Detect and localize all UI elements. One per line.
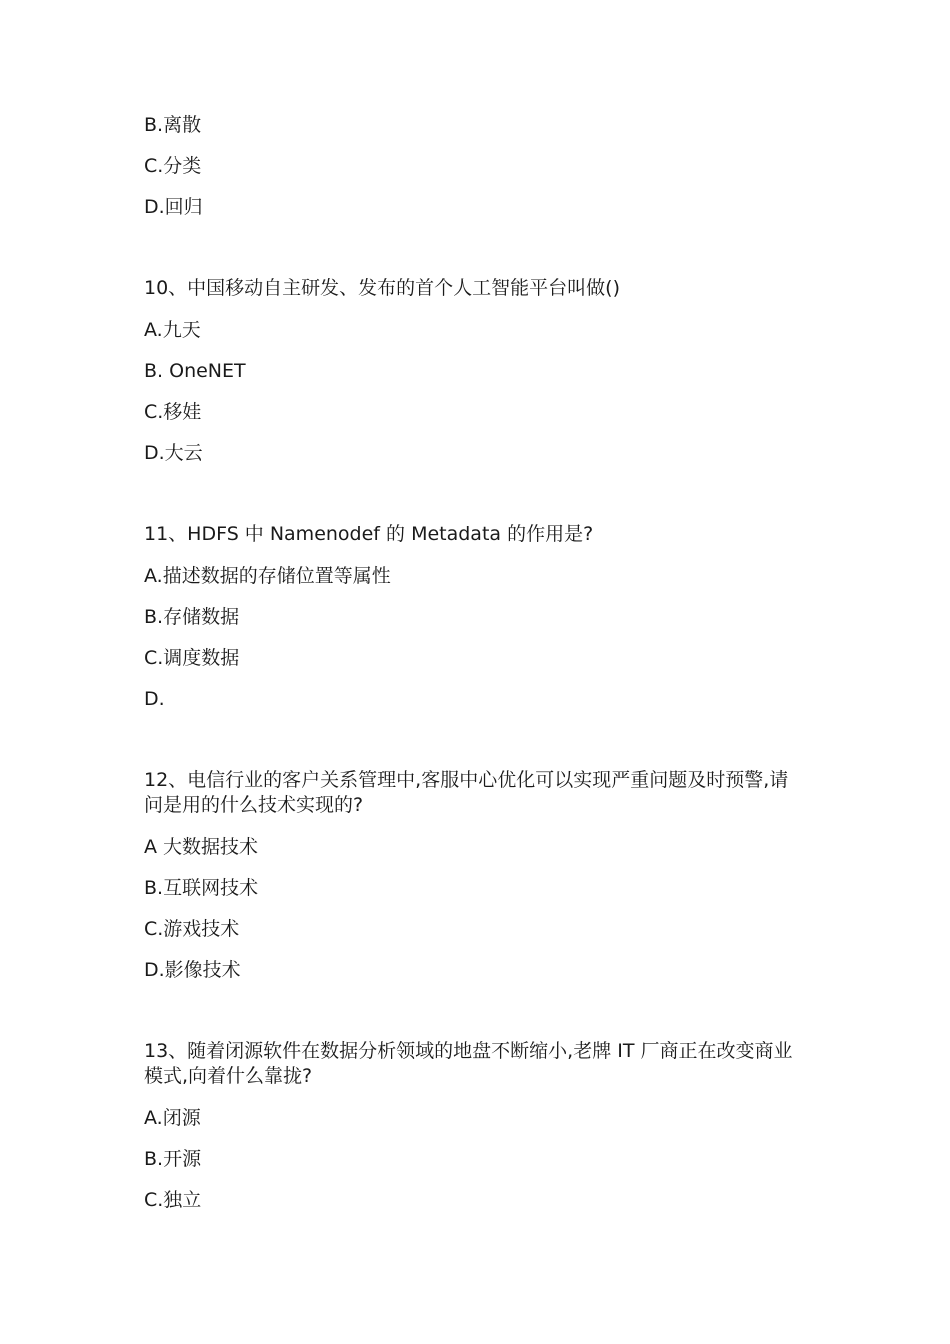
question-13-line-2: 模式,向着什么靠拢? bbox=[144, 1065, 313, 1087]
question-12-line-1: 12、电信行业的客户关系管理中,客服中心优化可以实现严重问题及时预警,请 bbox=[144, 769, 789, 791]
spacer bbox=[144, 998, 804, 1039]
option-c: C.游戏技术 bbox=[144, 918, 240, 940]
option-a: A.九天 bbox=[144, 319, 201, 341]
question-13 bbox=[144, 1039, 804, 1089]
option-d: D.大云 bbox=[144, 442, 203, 464]
option-d: D. bbox=[144, 688, 165, 710]
spacer bbox=[144, 235, 804, 276]
spacer bbox=[144, 727, 804, 768]
option-a: A.描述数据的存储位置等属性 bbox=[144, 565, 391, 587]
option-b: B. OneNET bbox=[144, 360, 246, 382]
option-b: B.互联网技术 bbox=[144, 877, 259, 899]
document-page bbox=[144, 112, 804, 1228]
question-11: 11、HDFS 中 Namenodef 的 Metadata 的作用是? bbox=[144, 523, 594, 545]
option-c: C.移娃 bbox=[144, 401, 202, 423]
option-a: A.闭源 bbox=[144, 1107, 201, 1129]
question-12-line-2: 问是用的什么技术实现的? bbox=[144, 794, 364, 816]
question-10: 10、中国移动自主研发、发布的首个人工智能平台叫做() bbox=[144, 277, 621, 299]
option-c: C.调度数据 bbox=[144, 647, 240, 669]
option-d: D.回归 bbox=[144, 196, 203, 218]
option-a: A 大数据技术 bbox=[144, 836, 259, 858]
question-12 bbox=[144, 768, 804, 818]
question-13-line-1: 13、随着闭源软件在数据分析领域的地盘不断缩小,老牌 IT 厂商正在改变商业 bbox=[144, 1040, 793, 1062]
option-b: B.开源 bbox=[144, 1148, 202, 1170]
option-c: C.独立 bbox=[144, 1189, 202, 1211]
option-b: B.离散 bbox=[144, 114, 202, 136]
option-b: B.存储数据 bbox=[144, 606, 240, 628]
option-d: D.影像技术 bbox=[144, 959, 241, 981]
spacer bbox=[144, 481, 804, 522]
option-c: C.分类 bbox=[144, 155, 202, 177]
